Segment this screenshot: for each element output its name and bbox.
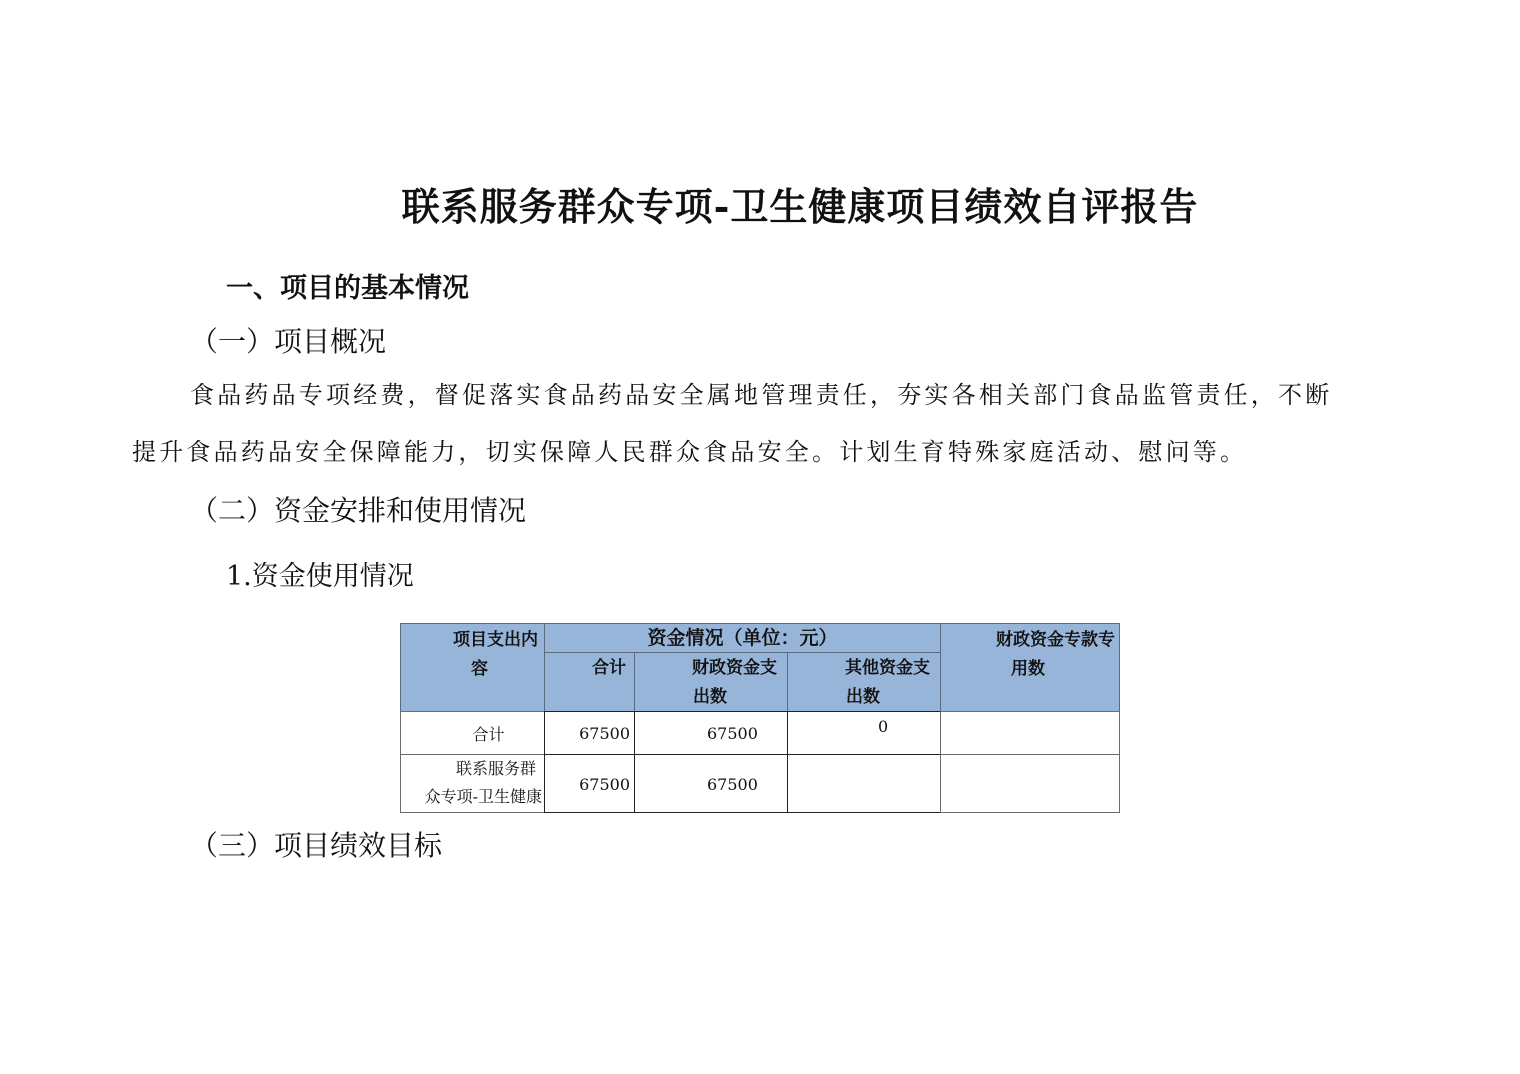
table-row-project-total	[544, 754, 635, 813]
table-row-project-item	[400, 754, 545, 813]
subsection-heading-performance-goals: （三）项目绩效目标	[190, 829, 443, 862]
table-header-special-line-1: 财政资金专款专	[996, 630, 1115, 650]
table-header-special-line-2: 用数	[1011, 659, 1045, 679]
table-header-special	[940, 623, 1120, 712]
table-row-total-item	[400, 711, 545, 755]
table-header-funding-group	[544, 623, 941, 653]
table-cell-total: 67500	[579, 775, 630, 794]
table-row-total-other	[787, 711, 941, 755]
table-cell-total: 67500	[579, 724, 630, 743]
table-cell-item-line-1: 联系服务群	[455, 759, 536, 778]
table-header-total	[544, 652, 635, 712]
subsection-heading-overview: （一）项目概况	[190, 325, 387, 358]
subsection-heading-funding: （二）资金安排和使用情况	[190, 494, 527, 527]
table-row-total-special	[940, 711, 1120, 755]
table-header-fiscal-line-2: 出数	[693, 687, 727, 707]
document-title: 联系服务群众专项-卫生健康项目绩效自评报告	[401, 184, 1199, 229]
table-row-project-fiscal	[634, 754, 788, 813]
table-header-fiscal	[634, 652, 788, 712]
table-cell-fiscal: 67500	[707, 724, 758, 743]
table-cell-other: 0	[878, 717, 889, 736]
overview-paragraph-line-2: 提升食品药品安全保障能力，切实保障人民群众食品安全。计划生育特殊家庭活动、慰问等。	[132, 438, 1248, 466]
table-header-total-label: 合计	[592, 658, 626, 678]
subsection-heading-fund-usage: 1.资金使用情况	[226, 561, 414, 592]
table-row-total-total	[544, 711, 635, 755]
table-header-other-line-1: 其他资金支	[845, 658, 930, 678]
overview-paragraph-line-1: 食品药品专项经费，督促落实食品药品安全属地管理责任，夯实各相关部门食品监管责任，不断	[190, 381, 1333, 409]
fund-usage-table	[400, 623, 1120, 813]
table-cell-fiscal: 67500	[707, 775, 758, 794]
table-cell-item-line-2: 众专项-卫生健康	[424, 787, 542, 806]
table-row-project-other	[787, 754, 941, 813]
section-heading-basic-info: 一、项目的基本情况	[226, 273, 469, 304]
table-header-fiscal-line-1: 财政资金支	[692, 658, 777, 678]
table-header-item-line-1: 项目支出内	[453, 630, 538, 650]
table-row-total-fiscal	[634, 711, 788, 755]
table-row-project-special	[940, 754, 1120, 813]
table-cell-item: 合计	[472, 725, 505, 744]
table-header-item-line-2: 容	[471, 659, 488, 679]
table-header-other	[787, 652, 941, 712]
table-header-other-line-2: 出数	[846, 687, 880, 707]
table-header-funding-group-label: 资金情况（单位：元）	[647, 627, 838, 649]
table-header-item	[400, 623, 545, 712]
